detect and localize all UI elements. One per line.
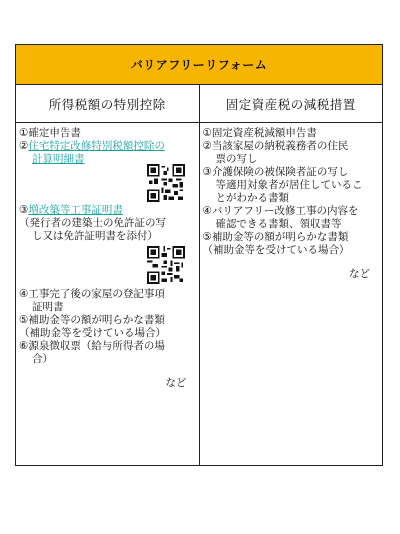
etc-label: など	[349, 267, 370, 280]
list-item-note: し又は免許証明書を添付）	[32, 230, 158, 242]
list-item: 証明書	[32, 301, 64, 313]
list-item: （補助金等を受けている場合）	[202, 244, 350, 256]
income-tax-documents	[16, 123, 200, 465]
list-item: ③介護保険の被保険者証の写し	[202, 166, 349, 178]
list-item: とがわかる書類	[215, 192, 289, 204]
item-number: ③	[19, 204, 29, 216]
list-item: 等適用対象者が居住しているこ	[215, 179, 363, 191]
header-row	[16, 85, 382, 123]
comparison-table	[15, 44, 383, 466]
list-item: ⑤補助金等の額が明らかな書類	[19, 314, 165, 326]
calculation-statement-link[interactable]: 住宅特定改修特別税額控除の	[28, 140, 165, 152]
list-item: 確認できる書類、領収書等	[215, 218, 342, 230]
list-item: 票の写し	[215, 153, 258, 165]
list-item: ④バリアフリー改修工事の内容を	[202, 205, 359, 217]
list-item	[19, 140, 193, 153]
list-item-note: （発行者の建築士の免許証の写	[19, 217, 166, 229]
table-title: バリアフリーリフォーム	[16, 45, 382, 85]
item-number: ②	[19, 140, 29, 152]
qr-wrapper	[19, 246, 193, 284]
list-item: 合）	[32, 353, 53, 365]
qr-code-icon	[147, 246, 185, 284]
construction-certificate-link[interactable]: 増改築等工事証明書	[28, 204, 123, 216]
property-tax-documents	[200, 123, 383, 465]
left-column-header: 所得税額の特別控除	[16, 85, 200, 122]
list-item: ⑥源泉徴収票（給与所得者の場	[19, 340, 165, 352]
list-item: ①確定申告書	[19, 127, 81, 139]
list-item: （補助金等を受けている場合）	[19, 327, 166, 339]
list-item: ④工事完了後の家屋の登記事項	[19, 288, 165, 300]
calculation-statement-link-cont[interactable]: 計算明細書	[32, 153, 85, 165]
list-item: ②当該家屋の納税義務者の住民	[202, 140, 349, 152]
qr-wrapper	[19, 164, 193, 202]
list-item	[19, 204, 193, 217]
etc-label: など	[165, 376, 187, 389]
list-item: ①固定資産税減額申告書	[202, 127, 317, 139]
qr-code-icon	[147, 164, 185, 202]
list-item: ⑤補助金等の額が明らかな書類	[202, 231, 349, 243]
body-row	[16, 123, 382, 465]
right-column-header: 固定資産税の減税措置	[225, 96, 356, 112]
